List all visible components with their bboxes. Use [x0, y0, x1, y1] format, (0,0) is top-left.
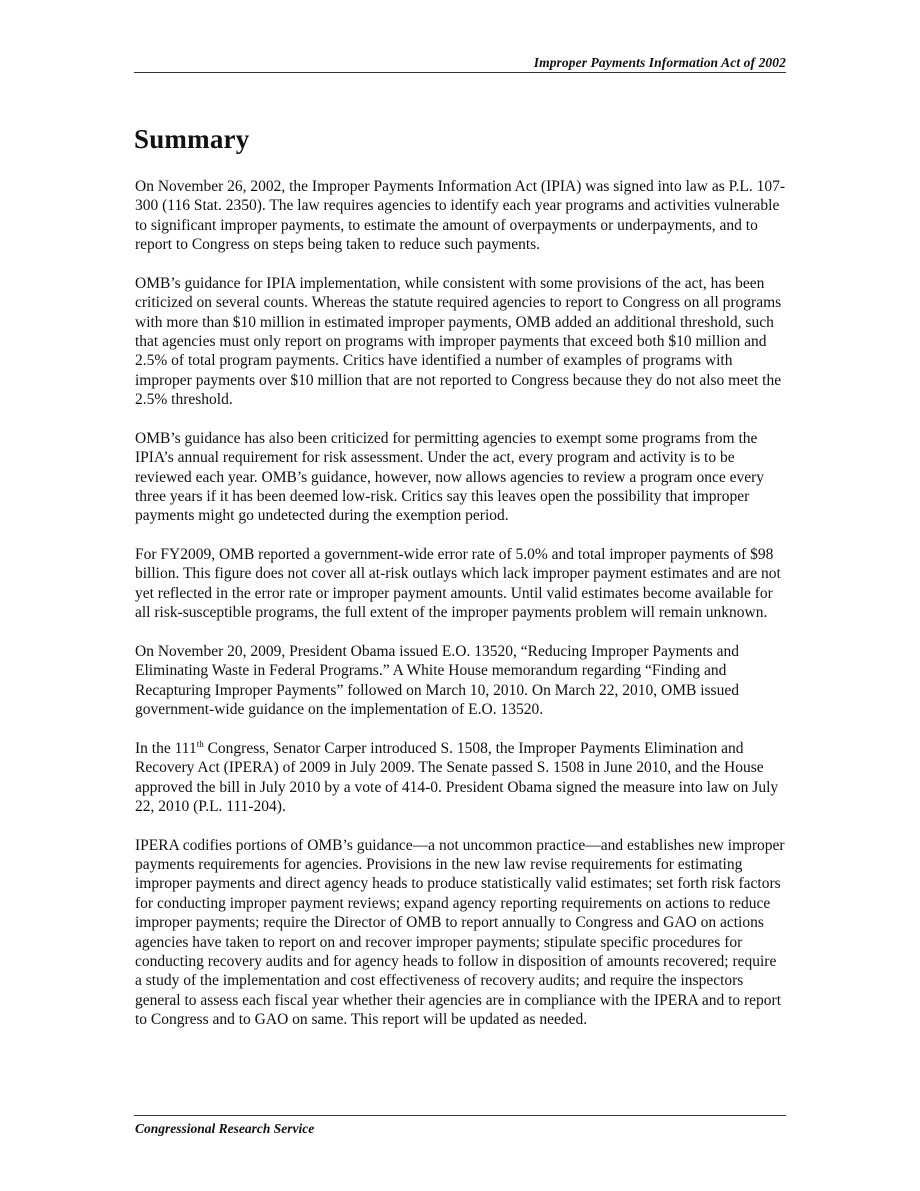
section-heading: Summary — [134, 124, 250, 154]
running-footer: Congressional Research Service — [135, 1121, 315, 1136]
header-rule — [134, 72, 786, 73]
paragraph-ipera-legislation — [135, 739, 787, 817]
summary-body — [135, 177, 787, 1049]
paragraph-ipera-rest: Congress, Senator Carper introduced S. 1508, the Improper Payments Elimination and Recovery Act (IPERA) of 2009 in July 2009. The Senate passed S. 1508 in June 2010, and the House approved the bill in July 2010 by a vote of 414-0. President Obama signed the measure into law on July 22, 2010 (P.L. 111-204). — [135, 739, 779, 815]
ordinal-superscript: th — [196, 738, 204, 749]
paragraph-executive-order: On November 20, 2009, President Obama issued E.O. 13520, “Reducing Improper Payments and Eliminating Waste in Federal Programs.” A White House memorandum regarding “Finding and Recapturing Improper Payments” followed on March 10, 2010. On March 22, 2010, OMB issued government-wide guidance on the implementation of E.O. 13520. — [135, 642, 739, 719]
running-header: Improper Payments Information Act of 2002 — [533, 55, 786, 70]
paragraph-risk-assessment: OMB’s guidance has also been criticized for permitting agencies to exempt some programs from the IPIA’s annual requirement for risk assessment. Under the act, every program and activity is to be reviewed each year. OMB’s guidance, however, now allows agencies to review a program once every three years if it has been deemed low-risk. Critics say this leaves open the possibility that improper payments might go undetected during the exemption period. — [135, 429, 765, 525]
paragraph-ipia-enacted: On November 26, 2002, the Improper Payments Information Act (IPIA) was signed into law as P.L. 107-300 (116 Stat. 2350). The law requires agencies to identify each year programs and activities vulnerable to significant improper payments, to estimate the amount of overpayments or underpayments, and to report to Congress on steps being taken to reduce such payments. — [135, 178, 786, 254]
footer-rule — [134, 1115, 786, 1116]
paragraph-omb-guidance: OMB’s guidance for IPIA implementation, while consistent with some provisions of the act, has been criticized on several counts. Whereas the statute required agencies to report to Congress on all programs with more than $10 million in estimated improper payments, OMB added an additional threshold, such that agencies must only report on programs with improper payments that exceed both $10 million and 2.5% of total program payments. Critics have identified a number of examples of programs with improper payments over $10 million that are not reported to Congress because they do not also meet the 2.5% threshold. — [135, 274, 782, 409]
paragraph-ipera-provisions: IPERA codifies portions of OMB’s guidance—a not uncommon practice—and establishes new improper payments requirements for agencies. Provisions in the new law revise requirements for estimating improper payments and direct agency heads to produce statistically valid estimates; set forth risk factors for conducting improper payment reviews; expand agency reporting requirements on actions to reduce improper payments; require the Director of OMB to report annually to Congress and GAO on actions agencies have taken to report on and recover improper payments; stipulate specific procedures for conducting recovery audits and for agency heads to follow in disposition of amounts recovered; require a study of the implementation and cost effectiveness of recovery audits; and require the inspectors general to assess each fiscal year whether their agencies are in compliance with the IPERA and to report to Congress and to GAO on same. This report will be updated as needed. — [135, 836, 785, 1029]
paragraph-ipera-start: In the 111 — [135, 739, 197, 757]
paragraph-fy2009: For FY2009, OMB reported a government-wide error rate of 5.0% and total improper payments of $98 billion. This figure does not cover all at-risk outlays which lack improper payment estimates and are not yet reflected in the error rate or improper payment amounts. Until valid estimates become available for all risk-susceptible programs, the full extent of the improper payments problem will remain unknown. — [135, 546, 781, 622]
